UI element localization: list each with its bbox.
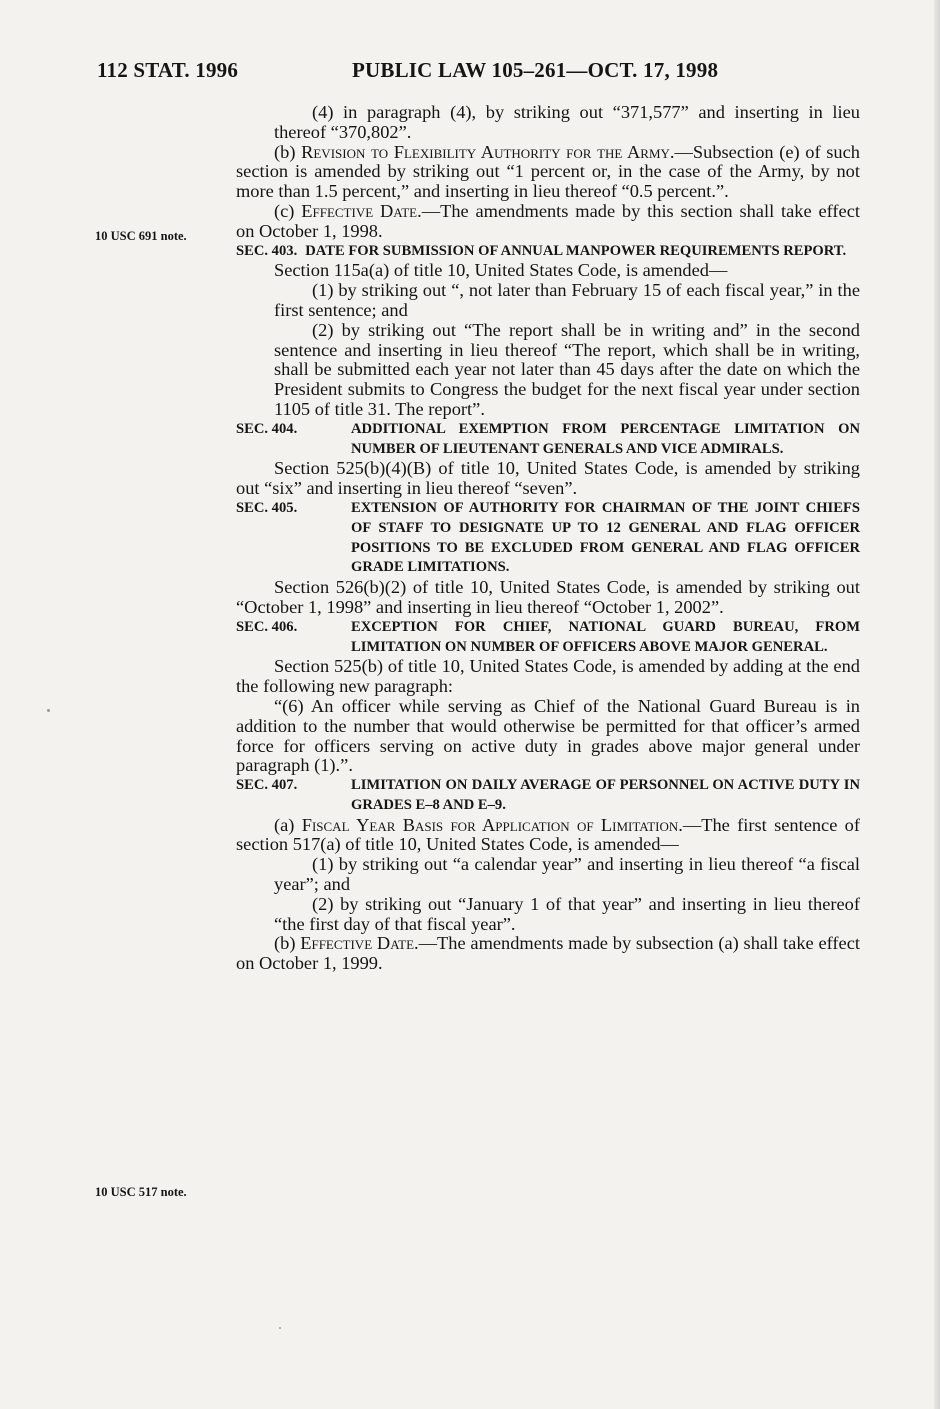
margin-note-691: 10 USC 691 note.: [95, 229, 187, 243]
section-407-paragraph-1: (1) by striking out “a calendar year” and inserting in lieu thereof “a fiscal year”; and: [274, 854, 860, 895]
subsection-label: (b): [274, 141, 302, 162]
subsection-text: .—The amendments made by this section shall take effect on October 1, 1998.: [236, 200, 860, 241]
section-number: SEC. 406.: [236, 618, 298, 635]
section-407-subsection-b: [236, 934, 860, 974]
subsection-caption: Fiscal Year Basis for Application of Limitation: [301, 814, 679, 835]
body-text-column: [236, 103, 860, 974]
subsection-label: (c): [274, 200, 302, 221]
section-406-quoted-paragraph: “(6) An officer while serving as Chief of the National Guard Bureau is in addition to the number that would otherwise be permitted for that officer’s armed force for officers serving on active duty in grades above major general under paragraph (1).”.: [236, 695, 860, 776]
section-403-intro: Section 115a(a) of title 10, United States Code, is amended—: [274, 260, 728, 281]
section-403-heading: [236, 242, 860, 262]
section-title: ADDITIONAL EXEMPTION FROM PERCENTAGE LIMITATION ON NUMBER OF LIEUTENANT GENERALS AND VICE ADMIRALS.: [351, 420, 860, 457]
section-number: SEC. 405.: [236, 499, 298, 516]
subsection-label: (a): [274, 814, 302, 835]
section-number: SEC. 407.: [236, 777, 298, 794]
section-406-heading: [236, 618, 860, 658]
section-title: EXCEPTION FOR CHIEF, NATIONAL GUARD BUREAU, FROM LIMITATION ON NUMBER OF OFFICERS ABOVE MAJOR GENERAL.: [351, 618, 860, 655]
section-405-heading: [236, 499, 860, 578]
section-405-text: Section 526(b)(2) of title 10, United States Code, is amended by striking out “October 1, 1998” and inserting in lieu thereof “October 1, 2002”.: [236, 577, 860, 617]
running-title: PUBLIC LAW 105–261—OCT. 17, 1998: [352, 58, 719, 82]
section-407-subsection-a: [236, 816, 860, 856]
margin-note-517: 10 USC 517 note.: [95, 1185, 187, 1199]
section-number: SEC. 403.: [236, 242, 298, 259]
subsection-text: .—The first sentence of section 517(a) of title 10, United States Code, is amended—: [236, 814, 860, 855]
section-number: SEC. 404.: [236, 420, 298, 437]
subsection-caption: Effective Date: [300, 933, 415, 954]
subsection-text: .—The amendments made by subsection (a) shall take effect on October 1, 1999.: [236, 933, 860, 974]
subsection-caption: Effective Date: [301, 200, 418, 221]
section-407-heading: [236, 776, 860, 816]
section-404-text: Section 525(b)(4)(B) of title 10, United States Code, is amended by striking out “six” and inserting in lieu thereof “seven”.: [236, 458, 860, 499]
section-404-heading: [236, 420, 860, 460]
section-403-paragraph-1: (1) by striking out “, not later than February 15 of each fiscal year,” in the first sentence; and: [274, 280, 860, 320]
page-header: [97, 58, 757, 86]
page-edge: [934, 0, 940, 1409]
section-title: DATE FOR SUBMISSION OF ANNUAL MANPOWER REQUIREMENTS REPORT.: [305, 242, 847, 259]
section-title: LIMITATION ON DAILY AVERAGE OF PERSONNEL ON ACTIVE DUTY IN GRADES E–8 AND E–9.: [351, 777, 860, 813]
section-title: EXTENSION OF AUTHORITY FOR CHAIRMAN OF THE JOINT CHIEFS OF STAFF TO DESIGNATE UP TO 12 GENERAL AND FLAG OFFICER POSITIONS TO BE EXCLUDED FROM GENERAL AND FLAG OFFICER GRADE LIMITATIONS.: [351, 499, 860, 576]
scan-speck: [279, 1327, 281, 1329]
scan-speck: [47, 709, 50, 712]
subsection-text: .—Subsection (e) of such section is amended by striking out “1 percent or, in the case of the Army, by not more than 1.5 percent,” and inserting in lieu thereof “0.5 percent.”.: [236, 141, 860, 202]
subsection-label: (b): [274, 933, 301, 954]
section-406-text: Section 525(b) of title 10, United States Code, is amended by adding at the end the following new paragraph:: [236, 656, 860, 697]
paragraph-4: (4) in paragraph (4), by striking out “371,577” and inserting in lieu thereof “370,802”.: [274, 102, 860, 142]
subsection-b-flexibility: [236, 143, 860, 202]
section-403-paragraph-2: (2) by striking out “The report shall be in writing and” in the second sentence and inserting in lieu thereof “The report, which shall be in writing, shall be submitted each year not later than 45 days after the date on which the President submits to Congress the budget for the next fiscal year under section 1105 of title 31. The report”.: [274, 319, 860, 419]
subsection-c-effective-date: [236, 202, 860, 242]
subsection-caption: Revision to Flexibility Authority for the Army: [301, 141, 670, 162]
statute-page-number: 112 STAT. 1996: [97, 58, 239, 82]
section-407-paragraph-2: (2) by striking out “January 1 of that year” and inserting in lieu thereof “the first day of that fiscal year”.: [274, 893, 860, 934]
